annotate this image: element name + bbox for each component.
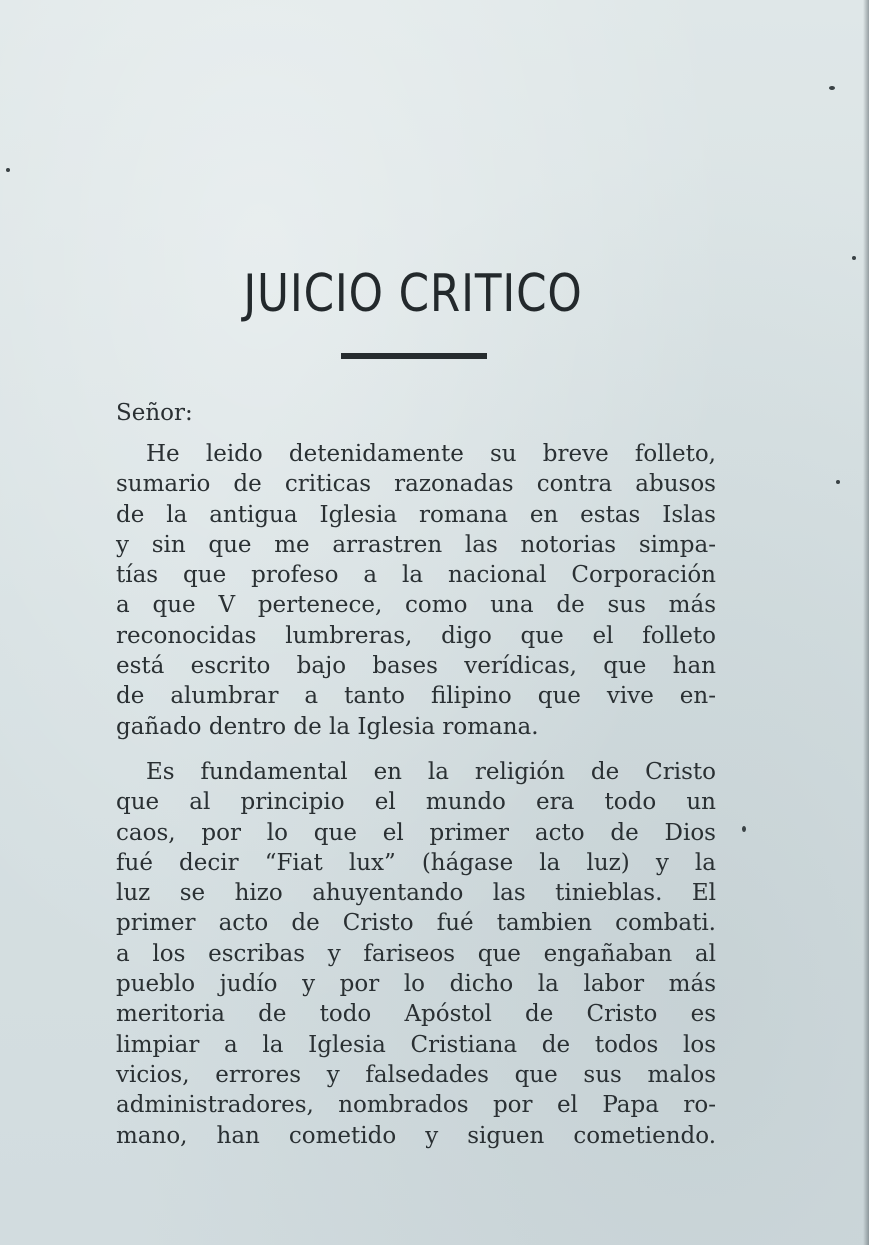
paragraph-1 <box>116 439 716 742</box>
paper-speck <box>852 256 856 260</box>
paragraph-line: mano, han cometido y siguen cometiendo. <box>116 1122 716 1149</box>
paragraph-line: está escrito bajo bases verídicas, que han <box>116 653 716 680</box>
paragraph-line: Es fundamental en la religión de Cristo <box>146 759 716 785</box>
paragraph-line: meritoria de todo Apóstol de Cristo es <box>116 1001 716 1028</box>
paragraph-line: primer acto de Cristo fué tambien combati. <box>116 910 716 937</box>
paragraph-line: a que V pertenece, como una de sus más <box>116 592 716 619</box>
paragraph-line: pueblo judío y por lo dicho la labor más <box>116 971 716 998</box>
paragraph-line: sumario de criticas razonadas contra abusos <box>116 471 716 498</box>
paragraph-line: gañado dentro de la Iglesia romana. <box>116 713 539 740</box>
paragraph-line: limpiar a la Iglesia Cristiana de todos los <box>116 1031 716 1058</box>
paragraph-line: que al principio el mundo era todo un <box>116 789 716 816</box>
title-underline-rule <box>341 353 487 359</box>
paragraph-line: vicios, errores y falsedades que sus malos <box>116 1061 716 1088</box>
page-title: JUICIO CRITICO <box>243 264 583 324</box>
paragraph-line: caos, por lo que el primer acto de Dios <box>116 819 716 846</box>
paragraph-2 <box>116 757 716 1151</box>
paragraph-line: fué decir “Fiat lux” (hágase la luz) y la <box>116 849 716 876</box>
paragraph-line: de alumbrar a tanto filipino que vive en- <box>116 683 716 710</box>
paragraph-line: de la antigua Iglesia romana en estas Islas <box>116 501 716 528</box>
paragraph-line: reconocidas lumbreras, digo que el folleto <box>116 622 716 649</box>
paper-speck <box>836 480 840 484</box>
paragraph-line: tías que profeso a la nacional Corporación <box>116 562 716 589</box>
paragraph-line: administradores, nombrados por el Papa ro- <box>116 1092 716 1119</box>
paper-speck <box>742 826 746 832</box>
salutation: Señor: <box>116 400 193 426</box>
paragraph-line: luz se hizo ahuyentando las tinieblas. El <box>116 880 716 907</box>
page-edge-shadow <box>863 0 869 1245</box>
paragraph-line: He leido detenidamente su breve folleto, <box>146 441 716 467</box>
paragraph-line: y sin que me arrastren las notorias simpa- <box>116 531 716 558</box>
paper-speck <box>829 86 835 90</box>
paper-speck <box>6 168 10 172</box>
paragraph-line: a los escribas y fariseos que engañaban al <box>116 940 716 967</box>
